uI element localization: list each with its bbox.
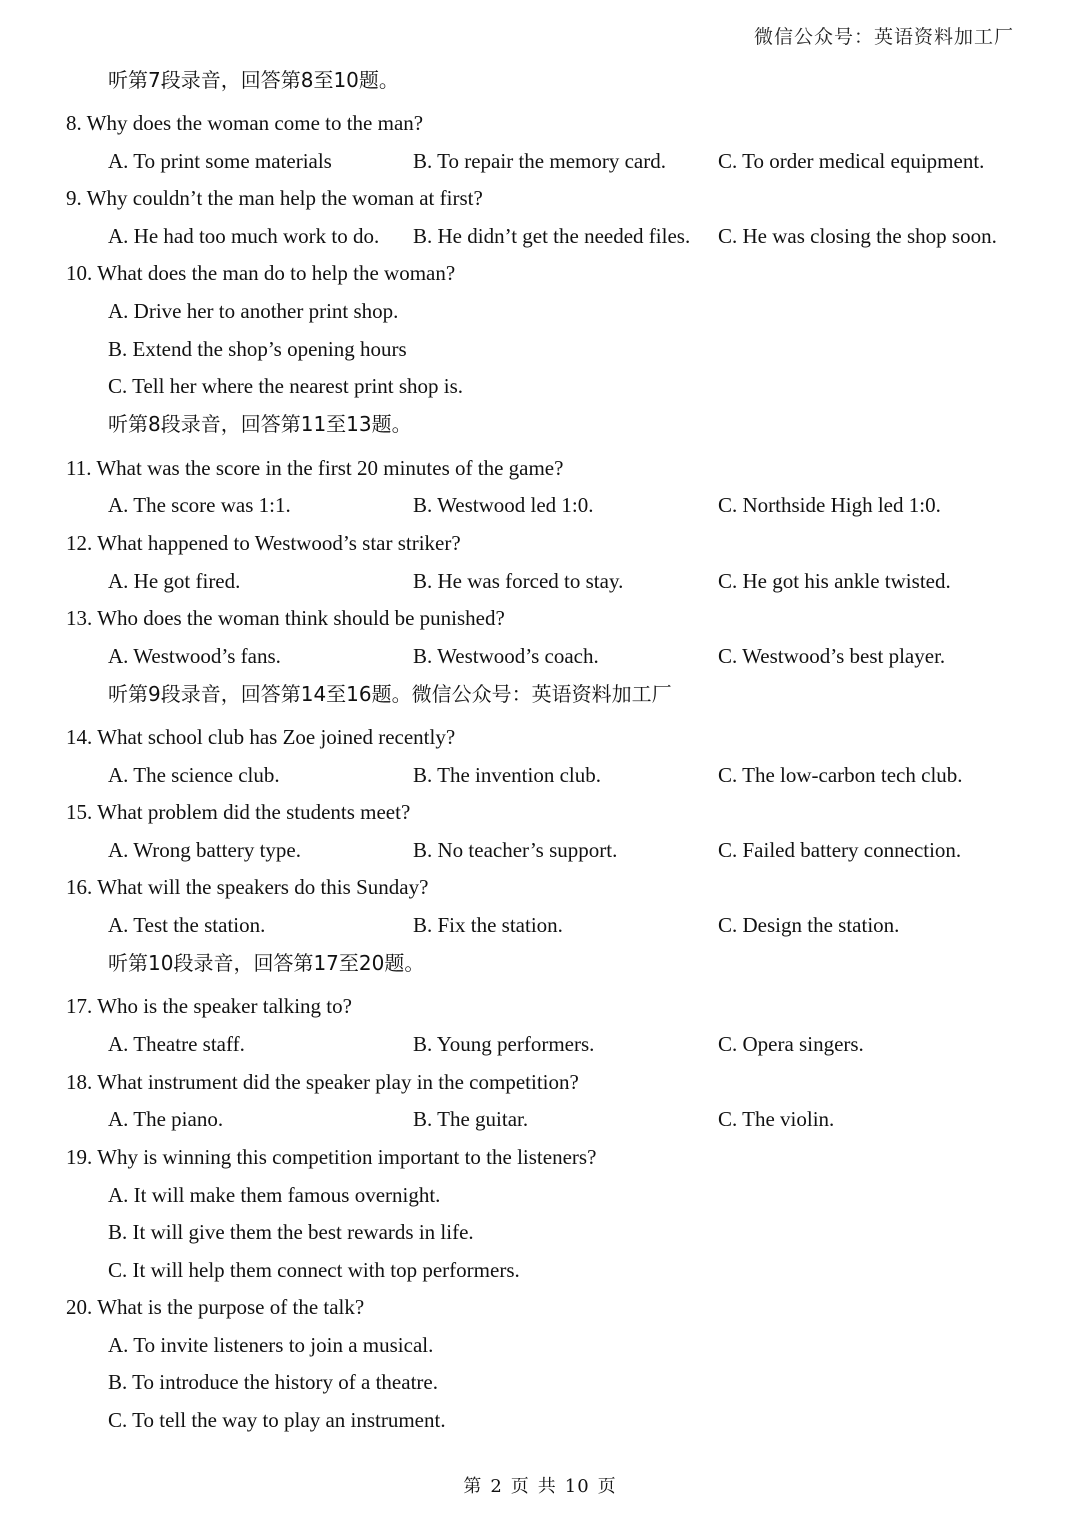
option-b: B. Fix the station.: [413, 913, 563, 937]
option-a: A. To invite listeners to join a musical.: [108, 1333, 434, 1357]
option-a: A. Theatre staff.: [108, 1032, 245, 1056]
option-c: C. Design the station.: [718, 913, 900, 937]
option-b: B. He was forced to stay.: [413, 569, 624, 593]
question-20: 20. What is the purpose of the talk?: [66, 1295, 365, 1319]
question-17: 17. Who is the speaker talking to?: [66, 994, 352, 1018]
option-a: A. To print some materials: [108, 149, 332, 173]
footer-label: 页: [510, 1476, 530, 1497]
option-a: A. Drive her to another print shop.: [108, 299, 399, 323]
total-pages: 10: [564, 1476, 590, 1497]
option-c: C. Tell her where the nearest print shop is.: [108, 374, 464, 398]
option-b: B. To introduce the history of a theatre.: [108, 1370, 438, 1394]
option-c: C. Northside High led 1:0.: [718, 493, 941, 517]
option-c: C. It will help them connect with top performers.: [108, 1258, 520, 1282]
question-18: 18. What instrument did the speaker play in the competition?: [66, 1070, 579, 1094]
option-c: C. The violin.: [718, 1107, 835, 1131]
option-c: C. Opera singers.: [718, 1032, 864, 1056]
section-heading: 听第10段录音，回答第17至20题。: [108, 951, 425, 975]
option-c: C. He got his ankle twisted.: [718, 569, 951, 593]
option-b: B. It will give them the best rewards in life.: [108, 1220, 474, 1244]
option-c: C. He was closing the shop soon.: [718, 224, 997, 248]
footer-label: 共: [537, 1476, 557, 1497]
page-header: 微信公众号：英语资料加工厂: [753, 26, 1014, 48]
option-b: B. The guitar.: [413, 1107, 529, 1131]
option-a: A. The science club.: [108, 763, 280, 787]
option-c: C. The low-carbon tech club.: [718, 763, 963, 787]
question-12: 12. What happened to Westwood’s star striker?: [66, 531, 461, 555]
option-b: B. Extend the shop’s opening hours: [108, 337, 407, 361]
option-c: C. To tell the way to play an instrument.: [108, 1408, 446, 1432]
option-c: C. Failed battery connection.: [718, 838, 962, 862]
question-13: 13. Who does the woman think should be punished?: [66, 606, 505, 630]
section-heading: 听第7段录音，回答第8至10题。: [108, 68, 399, 92]
option-b: B. The invention club.: [413, 763, 602, 787]
page-number: 2: [490, 1476, 503, 1497]
option-b: B. To repair the memory card.: [413, 149, 666, 173]
option-c: C. Westwood’s best player.: [718, 644, 946, 668]
question-11: 11. What was the score in the first 20 minutes of the game?: [66, 456, 564, 480]
option-a: A. The piano.: [108, 1107, 224, 1131]
option-b: B. Westwood’s coach.: [413, 644, 599, 668]
question-8: 8. Why does the woman come to the man?: [66, 111, 424, 135]
page-footer: [0, 1472, 1080, 1498]
footer-label: 第: [463, 1476, 483, 1497]
question-14: 14. What school club has Zoe joined recently?: [66, 725, 456, 749]
question-10: 10. What does the man do to help the woman?: [66, 261, 456, 285]
option-a: A. The score was 1:1.: [108, 493, 291, 517]
option-b: B. No teacher’s support.: [413, 838, 618, 862]
option-a: A. Wrong battery type.: [108, 838, 301, 862]
option-a: A. It will make them famous overnight.: [108, 1183, 441, 1207]
option-b: B. He didn’t get the needed files.: [413, 224, 691, 248]
section-heading: 听第9段录音，回答第14至16题。微信公众号：英语资料加工厂: [108, 682, 672, 706]
option-b: B. Westwood led 1:0.: [413, 493, 594, 517]
option-a: A. He had too much work to do.: [108, 224, 380, 248]
question-16: 16. What will the speakers do this Sunday?: [66, 875, 429, 899]
option-a: A. He got fired.: [108, 569, 241, 593]
question-9: 9. Why couldn’t the man help the woman at first?: [66, 186, 483, 210]
option-c: C. To order medical equipment.: [718, 149, 985, 173]
option-a: A. Westwood’s fans.: [108, 644, 281, 668]
option-b: B. Young performers.: [413, 1032, 595, 1056]
question-19: 19. Why is winning this competition important to the listeners?: [66, 1145, 597, 1169]
question-15: 15. What problem did the students meet?: [66, 800, 411, 824]
footer-label: 页: [597, 1476, 617, 1497]
option-a: A. Test the station.: [108, 913, 266, 937]
section-heading: 听第8段录音，回答第11至13题。: [108, 412, 412, 436]
